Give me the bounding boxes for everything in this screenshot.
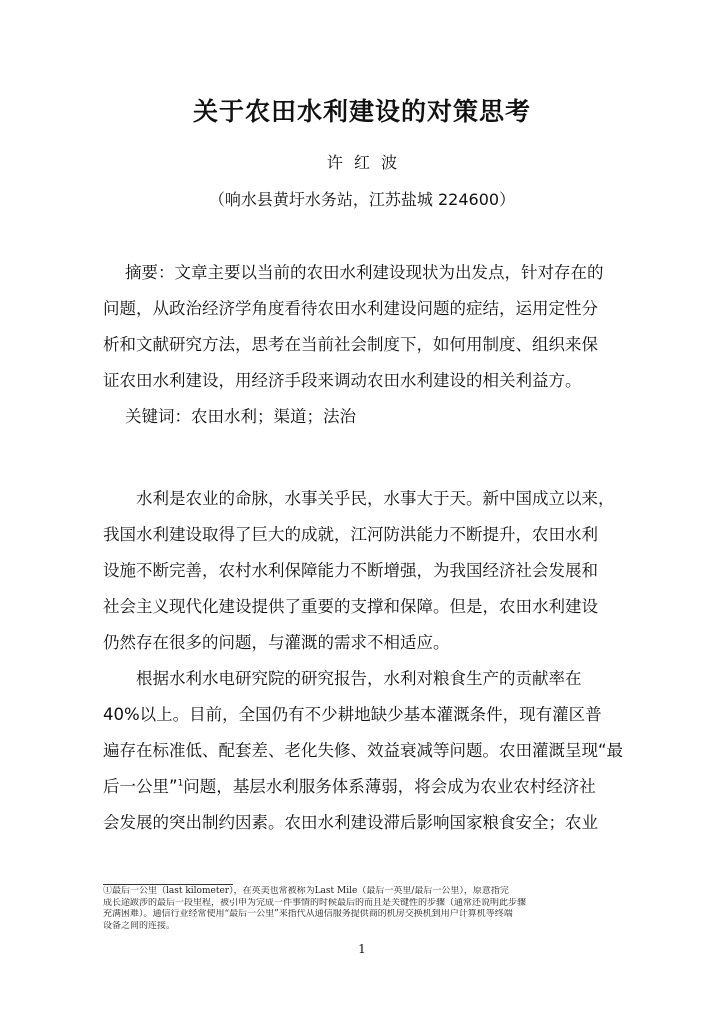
body-line: 遍存在标准低、配套差、老化失修、效益衰减等问题。农田灌溉呈现“最 (103, 741, 624, 760)
keywords: 关键词：农田水利；渠道；法治 (125, 407, 356, 426)
footnote-reference[interactable]: 1 (177, 778, 184, 789)
abstract (103, 255, 624, 435)
footnote-divider (103, 884, 233, 885)
body-line: 40%以上。目前，全国仍有不少耕地缺少基本灌溉条件，现有灌区普 (103, 705, 602, 724)
abstract-line: 问题，从政治经济学角度看待农田水利建设问题的症结，运用定性分 (103, 299, 598, 318)
body-text (103, 481, 624, 841)
page-number: 1 (358, 942, 366, 956)
footnote-line: ①最后一公里（last kilometer），在英美也常被称为Last Mile（最后一英里/最后一公里），原意指完 (103, 886, 509, 896)
body-line: 设施不断完善，农村水利保障能力不断增强，为我国经济社会发展和 (103, 561, 598, 580)
body-line: 会发展的突出制约因素。农田水利建设滞后影响国家粮食安全；农业 (103, 813, 598, 832)
abstract-line: 摘要：文章主要以当前的农田水利建设现状为出发点，针对存在的 (125, 263, 604, 282)
body-line: 我国水利建设取得了巨大的成就，江河防洪能力不断提升，农田水利 (103, 525, 598, 544)
abstract-line: 析和文献研究方法，思考在当前社会制度下，如何用制度、组织来保 (103, 335, 598, 354)
body-line: 根据水利水电研究院的研究报告，水利对粮食生产的贡献率在 (136, 669, 582, 688)
footnote-line: 成长途跋涉的最后一段里程，被引申为完成一件事情的时候最后的而且是关键性的步骤（通常还说明此步骤 (103, 897, 527, 908)
footnote-line: 设备之间的连接。 (103, 920, 176, 931)
author-name: 许 红 波 (326, 153, 398, 172)
footnote-line: 充满困难）。通信行业经常使用“最后一公里”来指代从通信服务提供商的机房交换机到用户计算机等终端 (103, 909, 513, 919)
body-line: 仍然存在很多的问题，与灌溉的需求不相适应。 (103, 633, 450, 652)
body-text-segment: 问题，基层水利服务体系薄弱，将会成为农业农村经济社 (183, 777, 596, 796)
body-line: 水利是农业的命脉，水事关乎民，水事大于天。新中国成立以来， (136, 489, 615, 508)
author-affiliation: （响水县黄圩水务站，江苏盐城 224600） (208, 190, 516, 209)
abstract-line: 证农田水利建设，用经济手段来调动农田水利建设的相关利益方。 (103, 371, 582, 390)
paper-title: 关于农田水利建设的对策思考 (192, 97, 531, 126)
footnote (103, 886, 624, 932)
body-line: 社会主义现代化建设提供了重要的支撑和保障。但是，农田水利建设 (103, 597, 598, 616)
body-line-with-footnote-ref (103, 769, 624, 805)
body-text-segment: 后一公里” (103, 777, 178, 796)
